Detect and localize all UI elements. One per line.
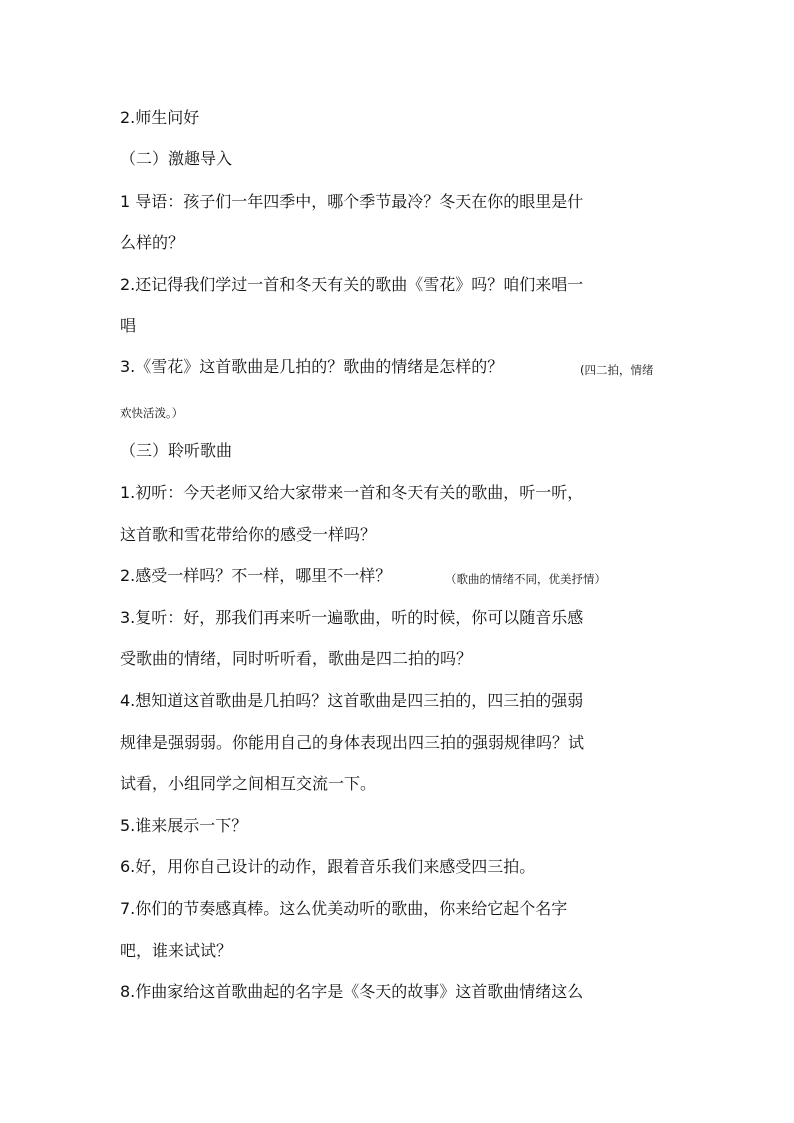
text-line-18: 6.好，用你自己设计的动作，跟着音乐我们来感受四三拍。 bbox=[120, 857, 536, 876]
text-line-9: 1.初听：今天老师又给大家带来一首和冬天有关的歌曲，听一听， bbox=[120, 483, 584, 502]
text-line-17: 5.谁来展示一下？ bbox=[120, 816, 248, 835]
text-line-14: 4.想知道这首歌曲是几拍吗？这首歌曲是四三拍的，四三拍的强弱 bbox=[120, 691, 584, 710]
text-line-5: 2.还记得我们学过一首和冬天有关的歌曲《雪花》吗？咱们来唱一 bbox=[120, 275, 584, 294]
text-line-13: 受歌曲的情绪，同时听听看，歌曲是四二拍的吗？ bbox=[120, 649, 473, 668]
text-line-3: 1 导语：孩子们一年四季中，哪个季节最冷？冬天在你的眼里是什 bbox=[120, 192, 584, 211]
note-1-part-2: 欢快活泼。） bbox=[120, 406, 184, 420]
text-line-12: 3.复听：好，那我们再来听一遍歌曲，听的时候，你可以随音乐感 bbox=[120, 608, 584, 627]
text-line-19: 7.你们的节奏感真棒。这么优美动听的歌曲，你来给它起个名字 bbox=[120, 899, 568, 918]
text-line-6: 唱 bbox=[120, 316, 137, 335]
text-line-10: 这首歌和雪花带给你的感受一样吗？ bbox=[120, 525, 377, 544]
text-line-16: 试看，小组同学之间相互交流一下。 bbox=[120, 774, 377, 793]
text-line-20: 吧，谁来试试？ bbox=[120, 941, 233, 960]
text-line-7: 3.《雪花》这首歌曲是几拍的？歌曲的情绪是怎样的？ bbox=[120, 357, 504, 376]
note-1-part-1: (四二拍，情绪 bbox=[580, 363, 654, 377]
section-heading-3: （三）聆听歌曲 bbox=[120, 441, 233, 460]
text-line-11: 2.感受一样吗？不一样，哪里不一样？ bbox=[120, 566, 392, 585]
section-heading-2: （二）激趣导入 bbox=[120, 149, 233, 168]
text-line-15: 规律是强弱弱。你能用自己的身体表现出四三拍的强弱规律吗？试 bbox=[120, 733, 585, 752]
note-2: （歌曲的情绪不同，优美抒情） bbox=[445, 572, 606, 586]
text-line-21: 8.作曲家给这首歌曲起的名字是《冬天的故事》这首歌曲情绪这么 bbox=[120, 982, 584, 1001]
text-line-4: 么样的？ bbox=[120, 233, 185, 252]
text-line-1: 2.师生问好 bbox=[120, 108, 200, 127]
